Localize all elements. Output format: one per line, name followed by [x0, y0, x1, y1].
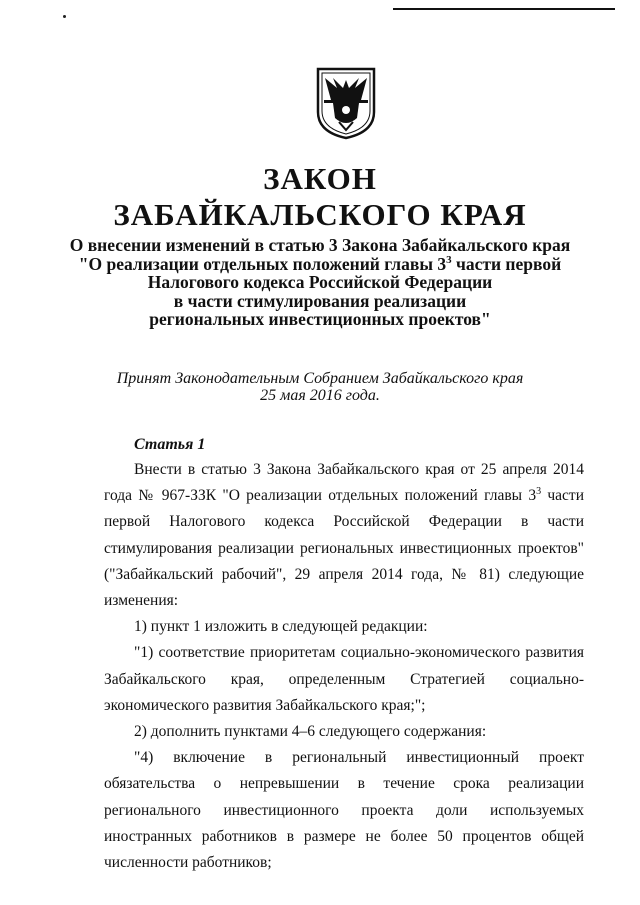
law-title: ЗАКОН: [263, 161, 377, 196]
top-rule: [393, 8, 615, 10]
paragraph: 1) пункт 1 изложить в следующей редакции:: [134, 618, 428, 636]
subtitle-line: О внесении изменений в статью 3 Закона Забайкальского края: [69, 235, 571, 255]
subtitle-line: "О реализации отдельных положений главы $3^3$ части первой: [78, 253, 562, 274]
scan-speck: [63, 15, 66, 18]
subtitle-line: в части стимулирования реализации: [173, 290, 467, 311]
article-body: [104, 457, 584, 876]
adoption-line: Принят Законодательным Собранием Забайкальского края: [116, 370, 524, 387]
article-heading: Статья 1: [134, 436, 206, 453]
adoption-date: 25 мая 2016 года.: [260, 387, 380, 404]
law-region-title: ЗАБАЙКАЛЬСКОГО КРАЯ: [113, 197, 527, 232]
adoption-note: [0, 370, 640, 404]
paragraph: 2) дополнить пунктами 4–6 следующего содержания:: [134, 723, 487, 741]
paragraph: Внести в статью 3 Закона Забайкальского края от 25 апреля 2014 года № 967-ЗЗК "О реализации отдельных положений главы $3^3$ части первой Налогового кодекса Российской Федерации в части стимулирования реализации региональных инвестиционных проектов" ("Забайкальский рабочий", 29 апреля 2014 года, № 81) следующие изменения:: [104, 461, 585, 610]
paragraph: "4) включение в региональный инвестиционный проект обязательства о непревышении в течение срока реализации регионального инвестиционного проекта доли используемых иностранных работников в размере не более 50 процентов общей численности работников;: [104, 749, 584, 872]
coat-of-arms-icon: [315, 66, 377, 140]
paragraph: "1) соответствие приоритетам социально-экономического развития Забайкальского края, определенным Стратегией социально-экономического развития Забайкальского края;";: [104, 644, 584, 714]
subtitle-line: Налогового кодекса Российской Федерации: [147, 272, 493, 293]
law-subtitle: [0, 236, 640, 329]
subtitle-line: региональных инвестиционных проектов": [149, 309, 491, 330]
